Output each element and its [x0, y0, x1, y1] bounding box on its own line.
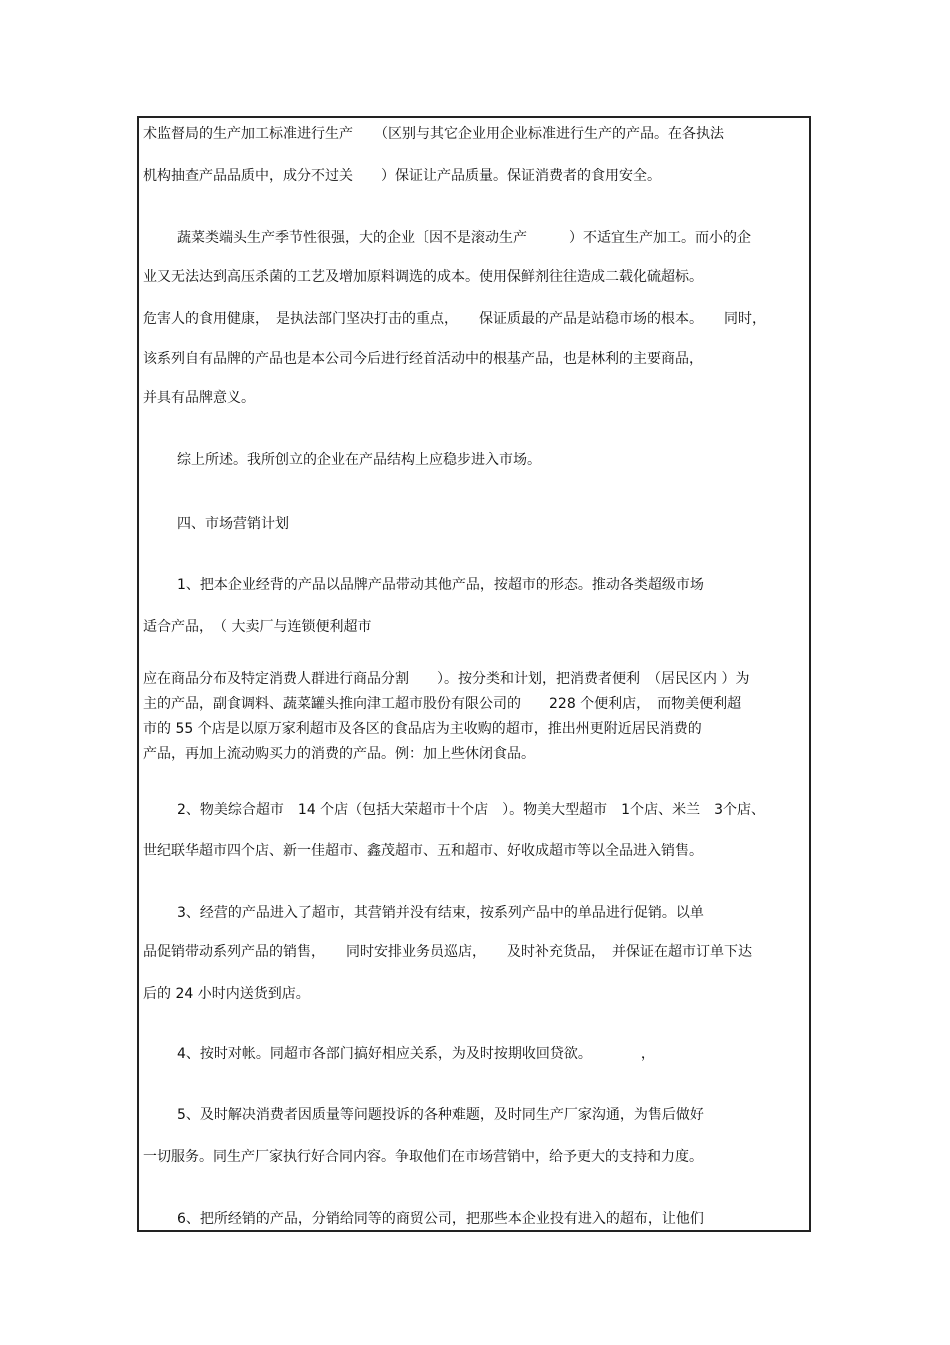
text-line-18: 3、经营的产品进入了超市，其营销并没有结束，按系列产品中的单品进行促销。以单: [177, 905, 704, 921]
section-heading: 四、市场营销计划: [177, 516, 289, 532]
text-line-17: 世纪联华超市四个店、新一佳超市、鑫茂超市、五和超市、好收成超市等以全品进入销售。: [143, 843, 703, 859]
text-line-13: 主的产品，副食调料、蔬菜罐头推向津工超市股份有限公司的 228 个便利店， 而物美便利超: [143, 696, 742, 712]
text-line-24: 6、把所经销的产品，分销给同等的商贸公司，把那些本企业投有进入的超布，让他们: [177, 1211, 704, 1227]
text-line-7: 并具有品牌意义。: [143, 390, 255, 406]
text-line-6: 该系列自有品牌的产品也是本公司今后进行经首活动中的根基产品，也是林利的主要商品，: [143, 351, 703, 367]
text-line-10: 1、把本企业经背的产品以品牌产品带动其他产品，按超市的形态。推动各类超级市场: [177, 577, 704, 593]
text-line-2: 机构抽查产品品质中，成分不过关 ）保证让产品质量。保证消费者的食用安全。: [143, 168, 661, 184]
text-line-21: 4、按时对帐。同超市各部门搞好相应关系，为及时按期收回贷欲。 ，: [177, 1046, 655, 1062]
text-line-15: 产品，再加上流动购买力的消费的产品。例：加上些休闭食品。: [143, 746, 535, 762]
text-line-11: 适合产品， （ 大卖厂与连锁便利超市: [143, 619, 372, 635]
text-line-5: 危害人的食用健康， 是执法部门坚决打击的重点， 保证质最的产品是站稳市场的根本。 同时，: [143, 311, 766, 327]
text-line-16: 2、物美综合超市 14 个店（包括大荣超市十个店 ）。物美大型超市 1个店、米兰 3个店、: [177, 802, 765, 818]
text-line-1: 术监督局的生产加工标准进行生产 （区别与其它企业用企业标准进行生产的产品。在各执法: [143, 126, 724, 142]
text-line-3: 蔬菜类端头生产季节性很强，大的企业〔因不是滚动生产 ）不适宜生产加工。而小的企: [177, 230, 751, 246]
text-line-20: 后的 24 小时内送货到店。: [143, 986, 310, 1002]
text-line-8: 综上所述。我所创立的企业在产品结构上应稳步进入市场。: [177, 452, 541, 468]
text-line-14: 市的 55 个店是以原万家利超市及各区的食品店为主收购的超市，推出州更附近居民消费的: [143, 721, 702, 737]
text-line-19: 品促销带动系列产品的销售， 同时安排业务员巡店， 及时补充货品， 并保证在超市订单下达: [143, 944, 752, 960]
text-line-22: 5、及时解决消费者因质量等问题投诉的各种难题，及时同生产厂家沟通，为售后做好: [177, 1107, 704, 1123]
text-line-4: 业又无法达到高压杀菌的工艺及增加原料调选的成本。使用保鲜剂往往造成二载化硫超标。: [143, 269, 703, 285]
text-line-23: 一切服务。同生产厂家执行好合同内容。争取他们在市场营销中，给予更大的支持和力度。: [143, 1149, 703, 1165]
text-line-12: 应在商品分布及特定消费人群进行商品分割 ）。按分类和计划，把消费者便利 （居民区内 ）为: [143, 671, 750, 687]
